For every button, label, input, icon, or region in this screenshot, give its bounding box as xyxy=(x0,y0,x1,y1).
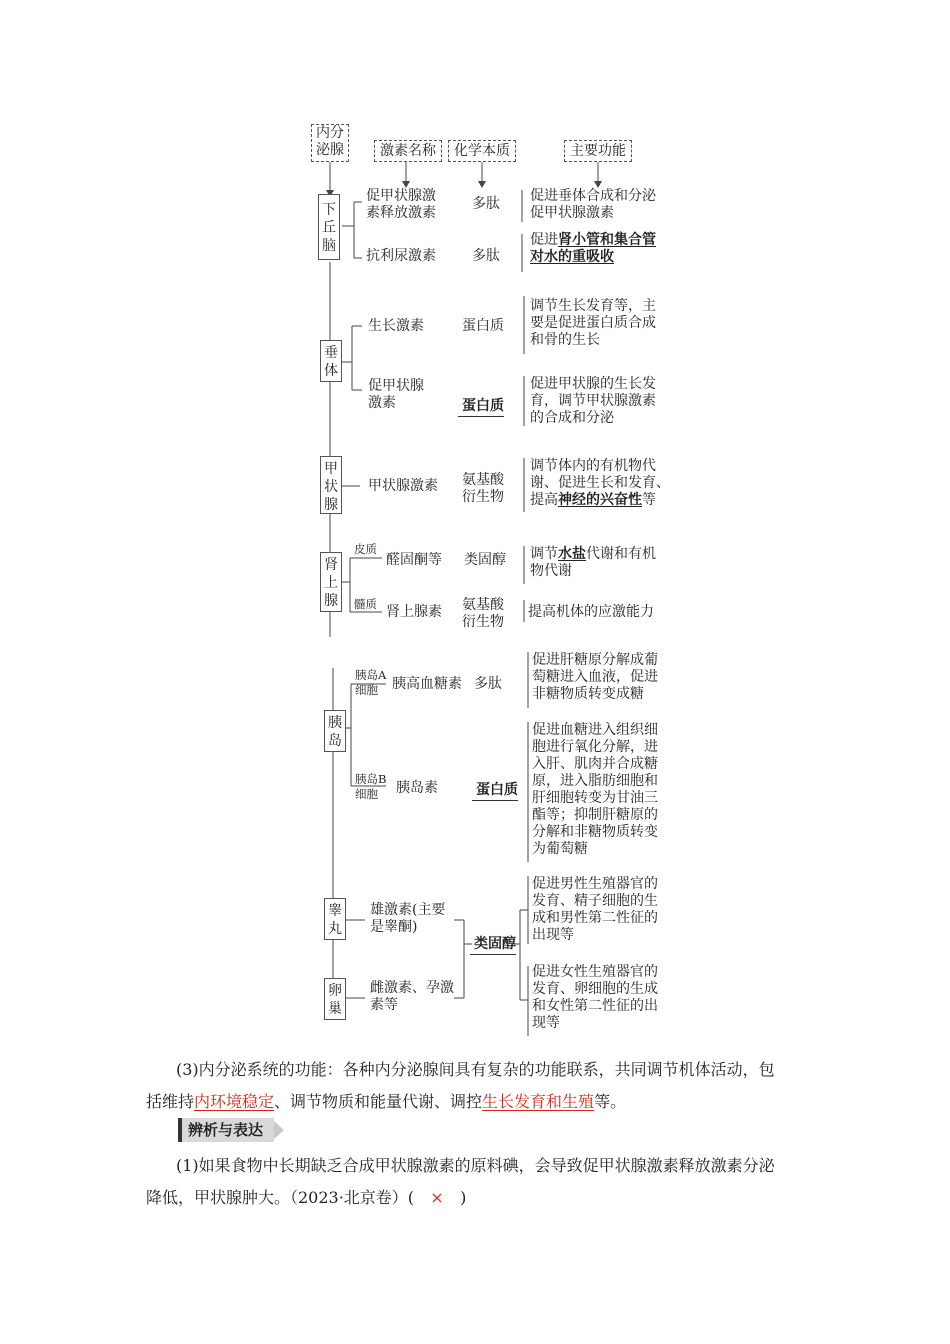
function-gh: 调节生长发育等，主要是促进蛋白质合成和骨的生长 xyxy=(530,298,656,348)
function-thyroxine-post: 等 xyxy=(642,492,656,508)
gland-pituitary xyxy=(320,340,342,382)
nature-insulin-blank-line xyxy=(472,800,518,801)
nature-tsh-blank-line xyxy=(458,416,504,417)
nature-adh: 多肽 xyxy=(472,248,500,264)
gland-adrenal xyxy=(320,552,342,612)
thyroid-label: 甲状腺 xyxy=(324,461,338,513)
hormone-thyroxine: 甲状腺激素 xyxy=(368,478,438,494)
nature-thyroxine: 氨基酸衍生物 xyxy=(462,472,504,505)
gland-ovary xyxy=(324,978,346,1020)
nature-glucagon: 多肽 xyxy=(474,676,502,692)
function-aldosterone-post: 代谢和有机物代谢 xyxy=(530,546,656,579)
answer-growth-reproduction: 生长发育和生殖 xyxy=(482,1092,595,1111)
testis-label: 睾丸 xyxy=(328,903,342,937)
section-tag-bar xyxy=(178,1118,182,1142)
function-aldosterone-highlight: 水盐 xyxy=(558,546,586,562)
paragraph-3-line2 xyxy=(146,1086,626,1118)
pituitary-label: 垂体 xyxy=(324,345,338,379)
nature-sex-hormones: 类固醇 xyxy=(474,936,516,952)
answer-wrong-mark: × xyxy=(430,1188,444,1207)
adrenal-medulla-label: 髓质 xyxy=(354,597,377,611)
function-adrenaline: 提高机体的应激能力 xyxy=(528,604,654,620)
question-1-line1: (1)如果食物中长期缺乏合成甲状腺激素的原料碘，会导致促甲状腺激素释放激素分泌 xyxy=(176,1156,775,1175)
paragraph-3-text-c: 、调节物质和能量代谢、调控 xyxy=(274,1092,483,1111)
function-thyroxine-highlight: 神经的兴奋性 xyxy=(558,492,642,508)
paragraph-3-text-d: 等。 xyxy=(594,1092,627,1111)
nature-gh: 蛋白质 xyxy=(462,318,504,334)
chemical-nature-header: 化学本质 xyxy=(448,140,516,162)
function-glucagon: 促进肝糖原分解成葡萄糖进入血液，促进非糖物质转变成糖 xyxy=(532,652,658,702)
hormone-glucagon: 胰高血糖素 xyxy=(392,676,462,692)
function-androgen: 促进男性生殖器官的发育、精子细胞的生成和男性第二性征的出现等 xyxy=(532,876,658,943)
gland-testis xyxy=(324,898,346,940)
paragraph-3-text-b: 括维持 xyxy=(146,1092,195,1111)
main-function-header: 主要功能 xyxy=(564,140,632,162)
gland-islets xyxy=(324,710,346,752)
adrenal-label: 肾上腺 xyxy=(324,557,338,609)
nature-tsh: 蛋白质 xyxy=(462,398,504,414)
function-tsh: 促进甲状腺的生长发育，调节甲状腺激素的合成和分泌 xyxy=(530,376,656,426)
function-thyroxine-pre: 提高 xyxy=(530,492,558,508)
function-insulin: 促进血糖进入组织细胞进行氧化分解，进入肝、肌肉并合成糖原，进入脂肪细胞和肝细胞转变为甘油三酯等；抑制肝糖原的分解和非糖物质转变为葡萄糖 xyxy=(532,722,658,857)
gland-header xyxy=(311,124,349,162)
function-adh-pre: 促进 xyxy=(530,232,558,248)
paragraph-3-line1: (3)内分泌系统的功能：各种内分泌腺间具有复杂的功能联系，共同调节机体活动，包 xyxy=(176,1060,775,1079)
beta-cell-label: 胰岛B细胞 xyxy=(355,772,387,801)
ovary-label: 卵巢 xyxy=(328,983,342,1017)
function-thyroxine-line2: 谢、促进生长和发育、 xyxy=(530,475,670,491)
hormone-insulin: 胰岛素 xyxy=(396,780,438,796)
question-1-line2 xyxy=(146,1182,466,1214)
hormone-adh: 抗利尿激素 xyxy=(366,248,436,264)
nature-sex-hormones-blank-line xyxy=(470,954,516,955)
answer-homeostasis: 内环境稳定 xyxy=(194,1092,275,1111)
function-estrogen: 促进女性生殖器官的发育、卵细胞的生成和女性第二性征的出现等 xyxy=(532,964,658,1031)
function-adh-highlight-2: 对水的重吸收 xyxy=(530,249,614,265)
question-1-text: 降低，甲状腺肿大。（2023·北京卷）( xyxy=(146,1188,415,1207)
gland-thyroid xyxy=(320,456,342,514)
nature-insulin: 蛋白质 xyxy=(476,782,518,798)
hormone-trh: 促甲状腺激素释放激素 xyxy=(366,188,436,221)
function-adh xyxy=(530,232,666,266)
islets-label: 胰岛 xyxy=(328,715,342,749)
nature-adrenaline: 氨基酸衍生物 xyxy=(462,597,504,630)
nature-aldosterone: 类固醇 xyxy=(464,552,506,568)
alpha-cell-label: 胰岛A细胞 xyxy=(355,668,387,697)
hormone-tsh: 促甲状腺激素 xyxy=(368,378,424,411)
hypothalamus-label: 下丘脑 xyxy=(322,202,336,254)
function-thyroxine xyxy=(530,458,680,509)
function-aldosterone xyxy=(530,546,662,580)
hormone-gh: 生长激素 xyxy=(368,318,424,334)
gland-hypothalamus xyxy=(318,194,340,260)
function-adh-highlight-1: 肾小管和集合管 xyxy=(558,232,656,248)
question-1-close: ) xyxy=(460,1188,467,1207)
hormone-androgen: 雄激素(主要是睾酮) xyxy=(370,902,446,935)
gland-header-text: 内分泌腺 xyxy=(316,125,344,158)
hormone-aldosterone: 醛固酮等 xyxy=(386,552,442,568)
hormone-adrenaline: 肾上腺素 xyxy=(386,604,442,620)
function-thyroxine-line1: 调节体内的有机物代 xyxy=(530,458,656,474)
section-tag-arrow-icon xyxy=(274,1121,284,1139)
nature-trh: 多肽 xyxy=(472,196,500,212)
adrenal-cortex-label: 皮质 xyxy=(354,542,377,556)
section-tag-text: 辨析与表达 xyxy=(188,1121,264,1139)
hormone-estrogen: 雌激素、孕激素等 xyxy=(370,980,454,1013)
hormone-name-header: 激素名称 xyxy=(374,140,442,162)
function-aldosterone-pre: 调节 xyxy=(530,546,558,562)
section-tag xyxy=(178,1118,274,1142)
function-trh: 促进垂体合成和分泌促甲状腺激素 xyxy=(530,188,656,221)
